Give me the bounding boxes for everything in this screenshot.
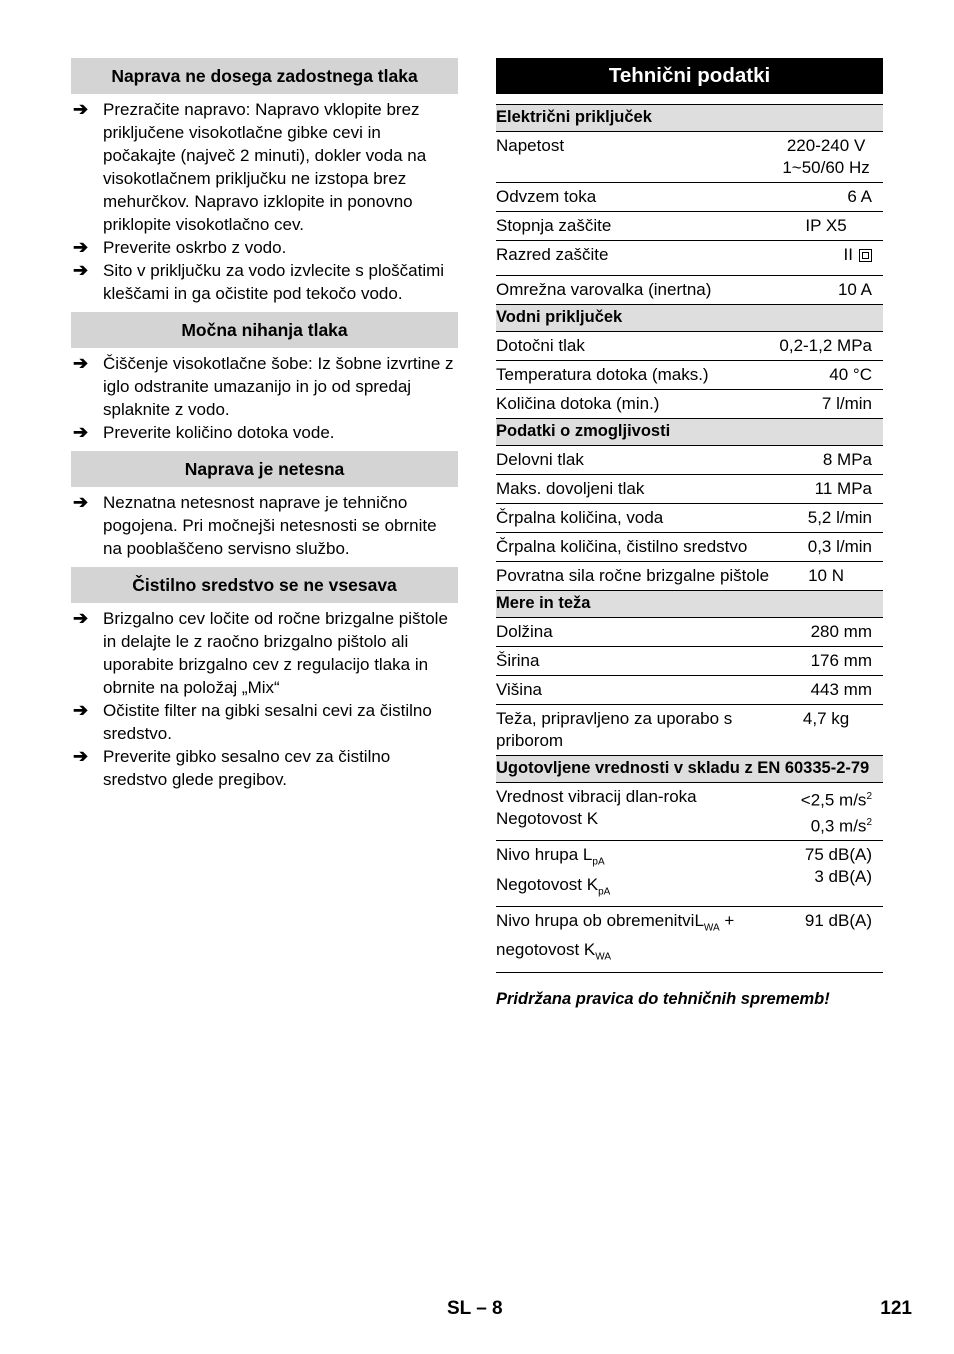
spec-value-line: 1~50/60 Hz [782, 158, 870, 177]
table-row [496, 446, 883, 475]
page-number: 121 [880, 1298, 912, 1319]
list-item [71, 699, 458, 745]
arrow-right-icon: ➔ [73, 99, 89, 119]
spec-label: Črpalna količina, voda [496, 504, 769, 533]
spec-label: Odvzem toka [496, 183, 769, 212]
troubleshooting-column [71, 58, 458, 798]
table-group-row [496, 305, 883, 332]
arrow-right-icon: ➔ [73, 608, 89, 628]
superscript: 2 [866, 791, 872, 802]
arrow-right-icon: ➔ [73, 700, 89, 720]
spec-label: Stopnja zaščite [496, 212, 769, 241]
table-row [496, 705, 883, 756]
tech-data-column [496, 58, 883, 1009]
list-item-text: Preverite oskrbo z vodo. [103, 238, 287, 257]
subscript: WA [703, 922, 720, 934]
spec-label [496, 907, 769, 973]
table-row [496, 276, 883, 305]
list-item [71, 259, 458, 305]
list-item [71, 352, 458, 421]
footnote: Pridržana pravica do tehničnih sprememb! [496, 989, 830, 1008]
spec-value: 6 A [769, 183, 883, 212]
spec-label-line [496, 844, 769, 873]
spec-label: Delovni tlak [496, 446, 769, 475]
tech-spec-table [496, 104, 883, 973]
page-title: Tehnični podatki [496, 58, 883, 94]
bullet-list [71, 607, 458, 791]
table-row [496, 132, 883, 183]
spec-value-text: 0,3 m/s [810, 816, 867, 836]
subscript: pA [598, 886, 611, 898]
spec-label-text: Nivo hrupa L [496, 845, 593, 865]
table-row [496, 212, 883, 241]
spec-value [769, 841, 883, 907]
spec-value: 280 mm [769, 618, 883, 647]
spec-label-line [496, 874, 769, 903]
table-row [496, 332, 883, 361]
table-row [496, 783, 883, 841]
spec-label-line [496, 939, 769, 968]
table-row [496, 241, 883, 276]
table-row [496, 618, 883, 647]
bullet-list [71, 352, 458, 444]
spec-label-text: Negotovost K [496, 874, 599, 894]
footer-language-code: SL – 8 [447, 1298, 503, 1319]
bullet-list [71, 491, 458, 560]
spec-label-text: Nivo hrupa ob obremenitviL [496, 911, 704, 931]
spec-label [496, 783, 769, 841]
spec-label: Širina [496, 647, 769, 676]
spec-label: Povratna sila ročne brizgalne pištole [496, 562, 769, 591]
spec-value: 7 l/min [769, 390, 883, 419]
spec-label: Razred zaščite [496, 241, 769, 276]
table-group-row [496, 419, 883, 446]
list-item [71, 745, 458, 791]
spec-label-text: negotovost K [496, 940, 596, 960]
table-row [496, 841, 883, 907]
bullet-list [71, 98, 458, 305]
spec-value: 0,3 l/min [769, 533, 883, 562]
list-item [71, 236, 458, 259]
table-row [496, 361, 883, 390]
group-heading: Mere in teža [496, 591, 883, 618]
spec-label: Teža, pripravljeno za uporabo s priborom [496, 705, 769, 756]
table-row [496, 907, 883, 973]
table-row [496, 504, 883, 533]
arrow-right-icon: ➔ [73, 353, 89, 373]
spec-value: 4,7 kg [769, 705, 883, 756]
spec-value [769, 783, 883, 841]
arrow-right-icon: ➔ [73, 492, 89, 512]
spec-label: Maks. dovoljeni tlak [496, 475, 769, 504]
spec-value-line: 220-240 V [786, 136, 866, 155]
spec-value: 443 mm [769, 676, 883, 705]
spec-label: Količina dotoka (min.) [496, 390, 769, 419]
arrow-right-icon: ➔ [73, 260, 89, 280]
spec-value: 176 mm [769, 647, 883, 676]
group-heading: Vodni priključek [496, 305, 883, 332]
spec-value: 40 °C [769, 361, 883, 390]
spec-value: 0,2-1,2 MPa [769, 332, 883, 361]
spec-label: Dotočni tlak [496, 332, 769, 361]
spec-label: Napetost [496, 132, 769, 183]
list-item-text: Neznatna netesnost naprave je tehnično pogojena. Pri močnejši netesnosti se obrnite na pooblaščeno servisno službo. [103, 493, 437, 558]
spec-label [496, 841, 769, 907]
list-item-text: Sito v priključku za vodo izvlecite s ploščatimi kleščami in ga očistite pod tekočo vodo. [103, 261, 445, 303]
arrow-right-icon: ➔ [73, 237, 89, 257]
superscript: 2 [866, 816, 872, 828]
spec-label-line: Negotovost K [496, 809, 599, 828]
list-item-text: Prezračite napravo: Napravo vklopite brez priključene visokotlačne gibke cevi in počakajte (največ 2 minuti), dokler voda na visokotlačnem priključku ne izstopa brez mehurčkov. Napravo izklopite in ponovno priklopite visokotlačno cev. [103, 100, 427, 234]
protection-class-icon [859, 249, 872, 262]
spec-label: Dolžina [496, 618, 769, 647]
list-item-text: Čiščenje visokotlačne šobe: Iz šobne izvrtine z iglo odstranite umazanijo in jo od spredaj splaknite z vodo. [103, 354, 454, 419]
table-group-row [496, 756, 883, 783]
section-heading: Naprava je netesna [71, 451, 458, 487]
spec-value-line [769, 812, 872, 838]
spec-label-text: + [719, 911, 735, 931]
table-row [496, 475, 883, 504]
spec-value [769, 241, 883, 276]
spec-label: Višina [496, 676, 769, 705]
section-heading: Naprava ne dosega zadostnega tlaka [71, 58, 458, 94]
list-item-text: Očistite filter na gibki sesalni cevi za čistilno sredstvo. [103, 701, 432, 743]
spec-value-line [769, 786, 872, 812]
spec-value: 5,2 l/min [769, 504, 883, 533]
section-heading: Močna nihanja tlaka [71, 312, 458, 348]
spec-value: 10 N [769, 562, 883, 591]
group-heading: Ugotovljene vrednosti v skladu z EN 60335-2-79 [496, 756, 883, 783]
spec-value-text: <2,5 m/s [800, 790, 867, 810]
list-item [71, 98, 458, 236]
list-item-text: Preverite gibko sesalno cev za čistilno sredstvo glede pregibov. [103, 747, 391, 789]
arrow-right-icon: ➔ [73, 422, 89, 442]
table-row [496, 533, 883, 562]
list-item [71, 421, 458, 444]
subscript: pA [592, 856, 605, 868]
list-item [71, 491, 458, 560]
group-heading: Električni priključek [496, 105, 883, 132]
section-heading: Čistilno sredstvo se ne vsesava [71, 567, 458, 603]
spec-value-line: 75 dB(A) [804, 845, 872, 865]
spec-label: Črpalna količina, čistilno sredstvo [496, 533, 769, 562]
subscript: WA [595, 951, 611, 963]
spec-value-text: II [843, 245, 853, 264]
list-item-text: Preverite količino dotoka vode. [103, 423, 335, 442]
table-row [496, 390, 883, 419]
table-row [496, 647, 883, 676]
table-group-row [496, 105, 883, 132]
spec-label: Omrežna varovalka (inertna) [496, 276, 769, 305]
spec-value: 10 A [769, 276, 883, 305]
spec-value [769, 132, 883, 183]
list-item-text: Brizgalno cev ločite od ročne brizgalne pištole in delajte le z raočno brizgalno pištolo ali uporabite brizgalno cev z regulacijo tlaka in obrnite na položaj „Mix“ [103, 609, 448, 697]
spec-label-line: Vrednost vibracij dlan-roka [496, 787, 697, 806]
table-group-row [496, 591, 883, 618]
table-row [496, 562, 883, 591]
table-row [496, 183, 883, 212]
spec-label: Temperatura dotoka (maks.) [496, 361, 769, 390]
spec-label-line [496, 910, 769, 939]
spec-value: 91 dB(A) [769, 907, 883, 973]
spec-value: 11 MPa [769, 475, 883, 504]
spec-value: IP X5 [769, 212, 883, 241]
list-item [71, 607, 458, 699]
table-row [496, 676, 883, 705]
spec-value: 8 MPa [769, 446, 883, 475]
arrow-right-icon: ➔ [73, 746, 89, 766]
group-heading: Podatki o zmogljivosti [496, 419, 883, 446]
spec-value-line: 3 dB(A) [814, 867, 872, 887]
